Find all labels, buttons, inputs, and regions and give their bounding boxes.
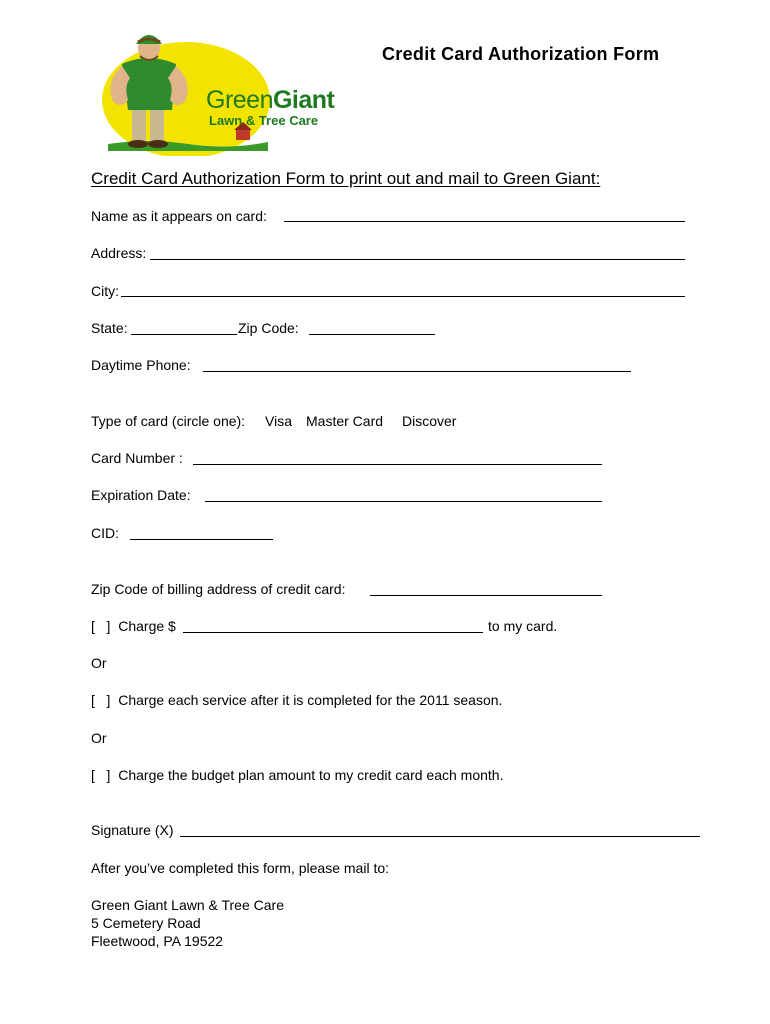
form-subtitle: Credit Card Authorization Form to print out and mail to Green Giant: (91, 169, 601, 188)
brand-name-giant: Giant (272, 86, 335, 114)
charge-budget-option[interactable]: [ ] Charge the budget plan amount to my credit card each month. (91, 767, 504, 783)
page-title: Credit Card Authorization Form (382, 44, 660, 64)
brand-name-green: Green (206, 86, 273, 114)
card-option-mastercard[interactable]: Master Card (306, 413, 384, 429)
signature-field-line[interactable] (180, 836, 700, 837)
billing-zip-field-line[interactable] (370, 595, 602, 596)
expiration-label: Expiration Date: (91, 487, 191, 503)
phone-field-line[interactable] (203, 371, 631, 372)
state-label: State: (91, 320, 128, 336)
phone-label: Daytime Phone: (91, 357, 191, 373)
brand-name (206, 86, 334, 115)
mail-address (91, 896, 284, 950)
expiration-field-line[interactable] (205, 501, 602, 502)
card-option-discover[interactable]: Discover (402, 413, 457, 429)
card-number-label: Card Number : (91, 450, 183, 466)
zip-field-line[interactable] (309, 334, 435, 335)
city-label: City: (91, 283, 119, 299)
cid-field-line[interactable] (130, 539, 273, 540)
or-separator: Or (91, 655, 107, 671)
mail-instructions: After you’ve completed this form, please mail to: (91, 860, 390, 876)
brand-tagline: Lawn & Tree Care (209, 113, 319, 128)
mail-address-line: Fleetwood, PA 19522 (91, 933, 224, 949)
charge-each-service-option[interactable]: [ ] Charge each service after it is completed for the 2011 season. (91, 692, 503, 708)
cid-label: CID: (91, 525, 119, 541)
card-option-visa[interactable]: Visa (265, 413, 292, 429)
mail-address-line: Green Giant Lawn & Tree Care (91, 897, 284, 913)
address-field-line[interactable] (150, 259, 685, 260)
card-type-label: Type of card (circle one): (91, 413, 246, 429)
billing-zip-label: Zip Code of billing address of credit card: (91, 581, 346, 597)
signature-label: Signature (X) (91, 822, 174, 838)
zip-label: Zip Code: (238, 320, 299, 336)
charge-amount-field-line[interactable] (183, 632, 483, 633)
charge-amount-option[interactable]: [ ] Charge $ (91, 618, 176, 634)
name-label: Name as it appears on card: (91, 208, 267, 224)
charge-amount-suffix: to my card. (488, 618, 558, 634)
or-separator: Or (91, 730, 107, 746)
card-number-field-line[interactable] (193, 464, 602, 465)
city-field-line[interactable] (121, 296, 685, 297)
state-field-line[interactable] (131, 334, 237, 335)
name-field-line[interactable] (284, 221, 685, 222)
mail-address-line: 5 Cemetery Road (91, 915, 201, 931)
address-label: Address: (91, 245, 147, 261)
